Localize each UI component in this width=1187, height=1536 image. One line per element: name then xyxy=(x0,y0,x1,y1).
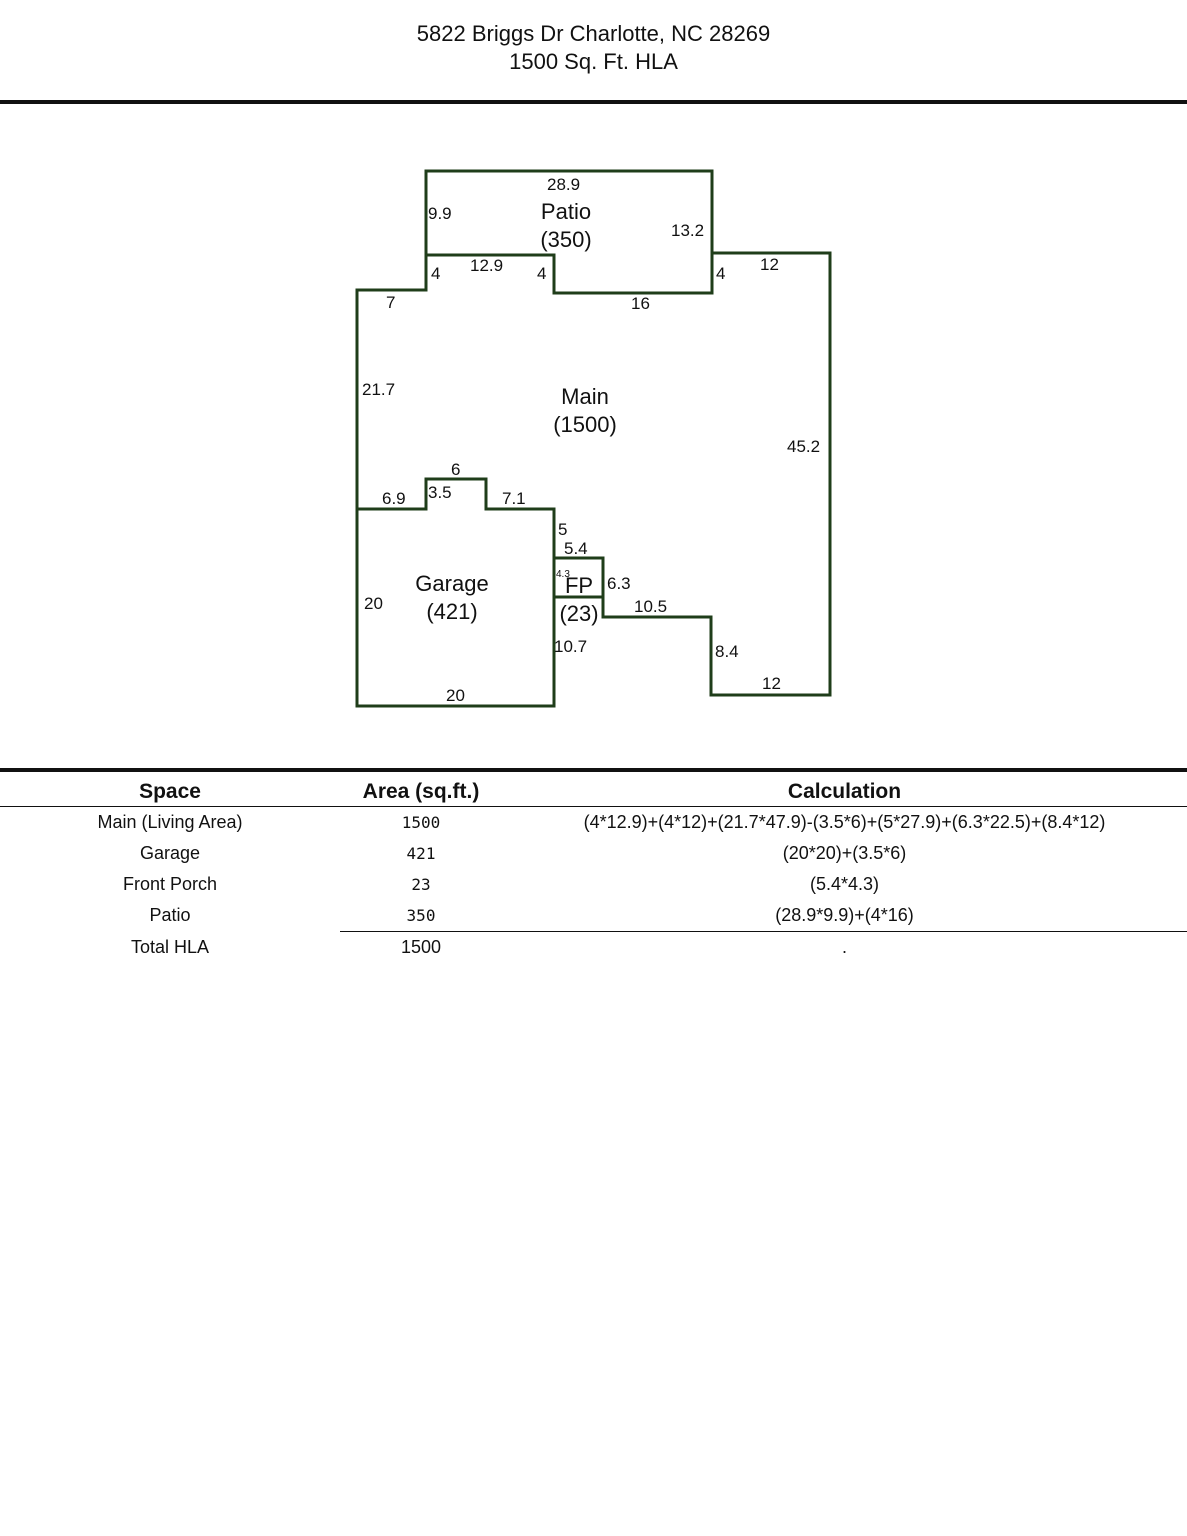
dim-label: 6 xyxy=(451,460,461,479)
area-cell: 1500 xyxy=(401,813,441,832)
calculation-cell: (20*20)+(3.5*6) xyxy=(782,843,907,863)
dim-label: 5.4 xyxy=(564,539,588,558)
area-cell: 350 xyxy=(406,906,436,925)
column-header-area: Area (sq.ft.) xyxy=(340,776,502,807)
garage-label: Garage xyxy=(415,571,489,596)
dim-label: 13.2 xyxy=(671,221,705,240)
dim-label: 16 xyxy=(631,294,650,313)
dim-label: 21.7 xyxy=(362,380,396,399)
total-row xyxy=(0,932,1187,964)
main-label: Main xyxy=(561,384,609,409)
main-area: (1500) xyxy=(553,412,617,437)
table-row xyxy=(0,838,1187,869)
area-cell: 23 xyxy=(411,875,431,894)
dim-label: 6.3 xyxy=(607,574,631,593)
table-row xyxy=(0,807,1187,839)
dim-label: 9.9 xyxy=(428,204,452,223)
garage-area: (421) xyxy=(426,599,478,624)
dim-label: 4.3 xyxy=(556,569,570,580)
table-row xyxy=(0,900,1187,932)
dim-label: 10.7 xyxy=(554,637,588,656)
dim-label: 4 xyxy=(716,264,726,283)
main-outline xyxy=(357,253,830,695)
patio-label: Patio xyxy=(540,199,592,224)
space-cell: Front Porch xyxy=(122,874,218,894)
dim-label: 12 xyxy=(762,674,781,693)
dim-label: 7 xyxy=(386,293,396,312)
calculation-cell: (28.9*9.9)+(4*16) xyxy=(775,905,914,925)
table-row xyxy=(0,869,1187,900)
dim-label: 4 xyxy=(537,264,547,283)
patio-area: (350) xyxy=(540,227,592,252)
calculation-cell: (5.4*4.3) xyxy=(809,874,880,894)
dim-label: 12.9 xyxy=(470,256,504,275)
space-cell: Main (Living Area) xyxy=(97,812,243,832)
total-space-cell: Total HLA xyxy=(130,936,210,957)
column-header-space: Space xyxy=(0,776,340,807)
total-area-cell: 1500 xyxy=(340,932,502,964)
dim-label: 6.9 xyxy=(382,489,406,508)
table-divider xyxy=(0,768,1187,772)
front-porch-label: FP xyxy=(564,573,594,598)
front-porch-area: (23) xyxy=(559,601,599,626)
area-cell: 421 xyxy=(406,844,436,863)
table-header-row xyxy=(0,776,1187,807)
dim-label: 12 xyxy=(760,255,779,274)
dim-label: 5 xyxy=(558,520,568,539)
dim-label: 8.4 xyxy=(715,642,739,661)
column-header-calculation: Calculation xyxy=(502,776,1187,807)
area-calculation-table xyxy=(0,776,1187,963)
dim-label: 4 xyxy=(431,264,441,283)
dim-label: 10.5 xyxy=(634,597,668,616)
dim-label: 20 xyxy=(446,686,465,705)
space-cell: Garage xyxy=(139,843,201,863)
space-cell: Patio xyxy=(149,905,191,926)
dim-label: 7.1 xyxy=(502,489,526,508)
dim-label: 45.2 xyxy=(787,437,821,456)
dim-label: 3.5 xyxy=(428,483,452,502)
total-calculation-cell: . xyxy=(502,932,1187,964)
address-line: 5822 Briggs Dr Charlotte, NC 28269 xyxy=(416,21,771,46)
dim-label: 20 xyxy=(364,594,383,613)
calculation-cell: (4*12.9)+(4*12)+(21.7*47.9)-(3.5*6)+(5*27.9)+(6.3*22.5)+(8.4*12) xyxy=(583,812,1106,832)
hla-line: 1500 Sq. Ft. HLA xyxy=(509,49,678,74)
dim-label: 28.9 xyxy=(547,175,581,194)
